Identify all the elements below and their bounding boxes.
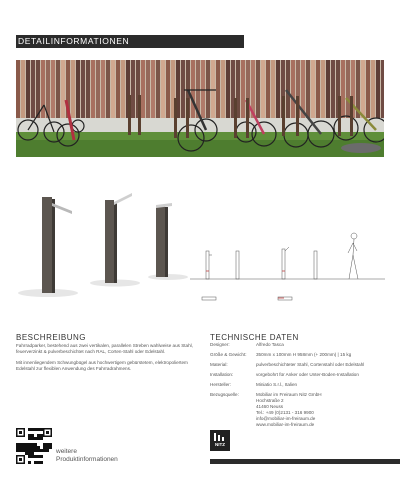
- qr-caption-line2: Produktinformationen: [56, 456, 118, 463]
- tech-value: vorgebohrt für Anker oder Unter-Boden-Installation: [256, 372, 359, 377]
- nitz-logo-text: NITZ: [215, 442, 225, 447]
- tech-key: Hersteller:: [210, 382, 231, 387]
- tech-row: [210, 342, 390, 352]
- description-paragraph-1: Fahrradparker, bestehend aus zwei vertikalen, parallelen Streben wahlweise aus Stahl, feuerverzinkt & pulverbeschichtet nach RAL, Corten-Stahl oder Edelstahl.: [16, 343, 193, 354]
- tech-specs-table: [210, 342, 390, 432]
- tech-key: Installation:: [210, 372, 234, 377]
- tech-heading: TECHNISCHE DATEN: [210, 333, 299, 342]
- tech-value: Mobiliar im Freiraum Nitz GmbH Hochstraße 2 41460 Neuss Tel.: +49 (0)2131 - 316 9900 info@mobiliar-im-freiraum.de www.mobiliar-im-freiraum.de: [256, 392, 322, 427]
- nitz-logo: [210, 430, 230, 451]
- description-text: [16, 343, 194, 377]
- qr-caption-line1: weitere: [56, 448, 77, 455]
- technical-drawings: [190, 225, 385, 310]
- description-heading: BESCHREIBUNG: [16, 333, 87, 342]
- tech-value: Alfredo Tasca: [256, 342, 284, 347]
- tech-value: 350mm x 100mm H 958mm (+ 200mm) | 15 kg: [256, 352, 352, 357]
- qr-code[interactable]: [16, 428, 52, 464]
- tech-row: [210, 382, 390, 392]
- product-renderings: [10, 185, 200, 300]
- footer-bar: [210, 459, 400, 464]
- section-header-title: DETAILINFORMATIONEN: [18, 36, 130, 46]
- qr-caption: [56, 448, 118, 464]
- description-paragraph-2: Mit innenliegendem Schwungbügel aus hochwertigem gebürstetem, elektropoliertem Edelstahl zur flexiblen Anwendung des Fahrradrahmens.: [16, 360, 188, 371]
- section-header-bar: [16, 35, 244, 48]
- tech-row: [210, 362, 390, 372]
- tech-row: [210, 352, 390, 362]
- tech-key: Designer:: [210, 342, 230, 347]
- tech-row: [210, 372, 390, 382]
- tech-value: pulverbeschichteter Stahl, Cortenstahl oder Edelstahl: [256, 362, 365, 367]
- product-photo: [16, 60, 384, 157]
- tech-key: Bezugsquelle:: [210, 392, 239, 397]
- tech-row: [210, 392, 390, 432]
- tech-value: Miniatio S.r.l., Italien: [256, 382, 298, 387]
- tech-key: Material:: [210, 362, 228, 367]
- tech-key: Größe & Gewicht:: [210, 352, 247, 357]
